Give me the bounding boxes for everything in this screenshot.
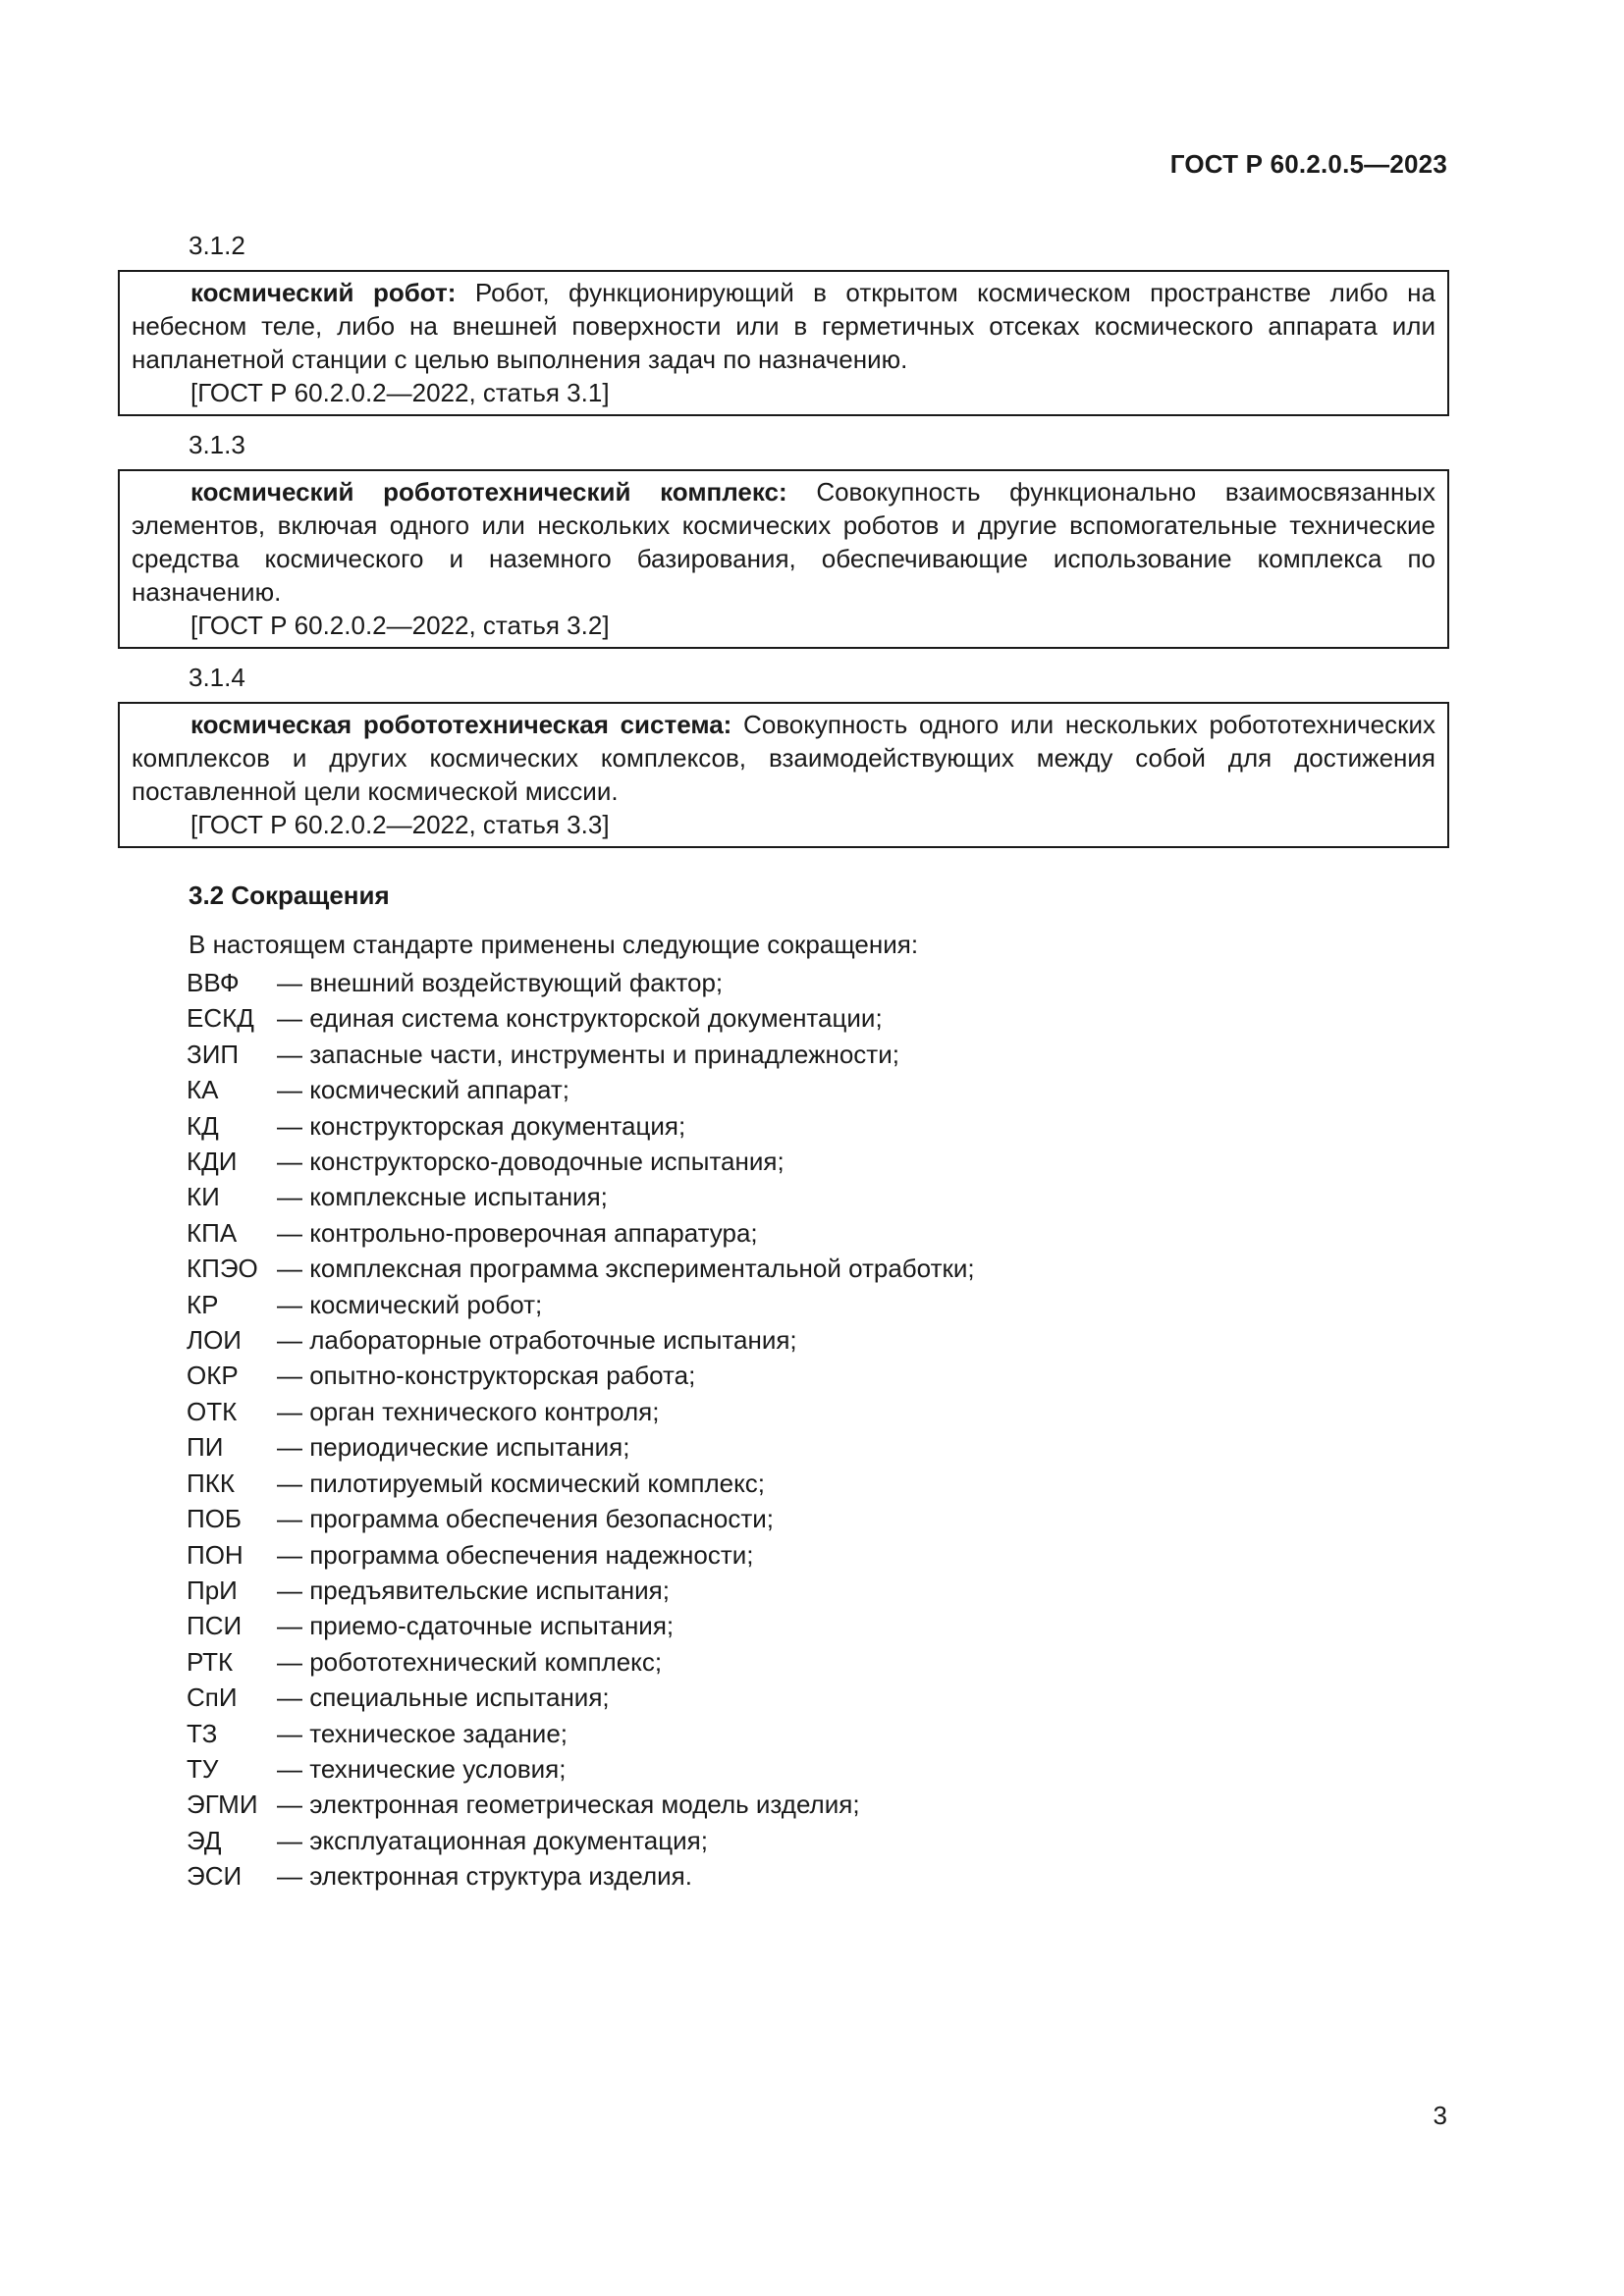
abbreviation-meaning: — программа обеспечения безопасности; — [277, 1504, 775, 1534]
abbreviation-meaning: — периодические испытания; — [277, 1432, 630, 1463]
abbreviation-meaning: — программа обеспечения надежности; — [277, 1539, 754, 1570]
abbreviation-meaning: — техническое задание; — [277, 1718, 568, 1748]
abbreviation-code: ЭД — [187, 1825, 222, 1855]
abbreviation-meaning: — комплексная программа экспериментальной отработки; — [277, 1254, 975, 1284]
abbreviation-row — [187, 1787, 975, 1822]
term-definition-text: Робот, функционирующий в открытом космическом пространстве либо на небесном теле, либо на внешней поверхности или в герметичных отсеках космического аппарата или напланетной станции с целью выполнения задач по назначению. — [132, 278, 1435, 374]
abbreviation-row — [187, 1251, 975, 1286]
abbreviation-row — [187, 1000, 975, 1036]
section-heading: 3.2 Сокращения — [189, 881, 390, 910]
abbreviation-code: КПЭО — [187, 1254, 258, 1284]
abbreviation-row — [187, 1287, 975, 1322]
abbreviation-code: КДИ — [187, 1147, 238, 1177]
abbreviations-intro: В настоящем стандарте применены следующие сокращения: — [189, 930, 919, 959]
abbreviation-code: ЛОИ — [187, 1325, 242, 1356]
abbreviation-code: ЭСИ — [187, 1861, 243, 1892]
term-definition — [132, 475, 1435, 609]
abbreviation-meaning: — космический робот; — [277, 1289, 543, 1319]
abbreviation-code: ПрИ — [187, 1575, 238, 1605]
abbreviation-code: КА — [187, 1075, 219, 1105]
term-source: [ГОСТ Р 60.2.0.2—2022, статья 3.2] — [190, 611, 610, 640]
term-source: [ГОСТ Р 60.2.0.2—2022, статья 3.1] — [190, 378, 610, 407]
term-title: космический робот: — [190, 278, 457, 307]
abbreviation-code: ПИ — [187, 1432, 224, 1463]
abbreviation-meaning: — предъявительские испытания; — [277, 1575, 670, 1605]
abbreviation-meaning: — орган технического контроля; — [277, 1396, 660, 1426]
abbreviation-code: ОТК — [187, 1396, 238, 1426]
term-source: [ГОСТ Р 60.2.0.2—2022, статья 3.3] — [190, 810, 610, 839]
abbreviation-code: РТК — [187, 1646, 234, 1677]
abbreviation-meaning: — единая система конструкторской документации; — [277, 1003, 883, 1034]
abbreviation-meaning: — конструкторско-доводочные испытания; — [277, 1147, 785, 1177]
abbreviation-meaning: — электронная структура изделия. — [277, 1861, 692, 1892]
abbreviation-meaning: — запасные части, инструменты и принадлежности; — [277, 1039, 899, 1069]
abbreviation-row — [187, 1179, 975, 1214]
abbreviation-code: КПА — [187, 1217, 238, 1248]
term-title: космическая робототехническая система: — [190, 710, 732, 739]
abbreviation-meaning: — специальные испытания; — [277, 1682, 610, 1713]
abbreviations-list — [187, 965, 975, 1895]
abbreviation-code: КИ — [187, 1182, 220, 1212]
abbreviation-row — [187, 1716, 975, 1751]
abbreviation-meaning: — конструкторская документация; — [277, 1110, 686, 1141]
term-definition — [132, 276, 1435, 376]
abbreviation-meaning: — лабораторные отработочные испытания; — [277, 1325, 797, 1356]
abbreviation-row — [187, 1144, 975, 1179]
abbreviation-row — [187, 1858, 975, 1894]
abbreviation-row — [187, 1823, 975, 1858]
abbreviation-code: ПОБ — [187, 1504, 242, 1534]
term-definition-text: Совокупность одного или нескольких робототехнических комплексов и других космических комплексов, взаимодействующих между собой для достижения поставленной цели космической миссии. — [132, 710, 1435, 806]
term-entry-3-1-4 — [118, 661, 1449, 848]
abbreviation-meaning: — космический аппарат; — [277, 1075, 569, 1105]
abbreviation-row — [187, 1322, 975, 1358]
abbreviation-row — [187, 1215, 975, 1251]
abbreviation-row — [187, 1751, 975, 1787]
abbreviation-row — [187, 1394, 975, 1429]
term-box — [118, 270, 1449, 416]
abbreviation-meaning: — электронная геометрическая модель изделия; — [277, 1789, 860, 1820]
abbreviation-meaning: — пилотируемый космический комплекс; — [277, 1468, 766, 1498]
abbreviation-meaning: — эксплуатационная документация; — [277, 1825, 708, 1855]
abbreviation-row — [187, 1466, 975, 1501]
abbreviation-row — [187, 1037, 975, 1072]
abbreviation-code: КД — [187, 1110, 219, 1141]
abbreviation-row — [187, 1537, 975, 1573]
term-definition-text: Совокупность функционально взаимосвязанных элементов, включая одного или нескольких космических роботов и другие вспомогательные технические средства космического и наземного базирования, обеспечивающие использование комплекса по назначению. — [132, 477, 1435, 607]
abbreviation-meaning: — опытно-конструкторская работа; — [277, 1361, 696, 1391]
abbreviation-code: ОКР — [187, 1361, 239, 1391]
term-number: 3.1.2 — [189, 231, 245, 260]
term-entry-3-1-2 — [118, 229, 1449, 416]
abbreviation-code: ТУ — [187, 1753, 219, 1784]
abbreviation-row — [187, 1358, 975, 1393]
abbreviation-meaning: — комплексные испытания; — [277, 1182, 608, 1212]
abbreviation-row — [187, 1573, 975, 1608]
abbreviation-code: СпИ — [187, 1682, 238, 1713]
abbreviation-meaning: — технические условия; — [277, 1753, 567, 1784]
abbreviation-meaning: — внешний воздействующий фактор; — [277, 968, 724, 997]
abbreviation-row — [187, 1644, 975, 1680]
abbreviation-row — [187, 1072, 975, 1107]
abbreviation-meaning: — контрольно-проверочная аппаратура; — [277, 1217, 758, 1248]
term-definition — [132, 708, 1435, 808]
abbreviation-row — [187, 1429, 975, 1465]
abbreviation-row — [187, 965, 975, 1000]
abbreviation-row — [187, 1680, 975, 1715]
abbreviation-code: КР — [187, 1289, 219, 1319]
term-number: 3.1.4 — [189, 663, 245, 692]
abbreviation-code: ЕСКД — [187, 1003, 254, 1034]
page-number: 3 — [1433, 2101, 1447, 2130]
abbreviation-code: ЗИП — [187, 1039, 240, 1069]
document-code: ГОСТ Р 60.2.0.5—2023 — [1169, 149, 1447, 179]
abbreviation-code: ТЗ — [187, 1718, 218, 1748]
abbreviation-code: ЭГМИ — [187, 1789, 258, 1820]
term-title: космический робототехнический комплекс: — [190, 477, 787, 507]
term-box — [118, 469, 1449, 649]
abbreviation-row — [187, 1608, 975, 1643]
term-number: 3.1.3 — [189, 430, 245, 459]
abbreviation-code: ПСИ — [187, 1611, 243, 1641]
abbreviation-code: ПОН — [187, 1539, 244, 1570]
abbreviation-meaning: — приемо-сдаточные испытания; — [277, 1611, 675, 1641]
abbreviation-row — [187, 1501, 975, 1536]
abbreviation-row — [187, 1108, 975, 1144]
abbreviation-code: ВВФ — [187, 968, 240, 997]
term-box — [118, 702, 1449, 848]
abbreviation-meaning: — робототехнический комплекс; — [277, 1646, 663, 1677]
term-entry-3-1-3 — [118, 428, 1449, 649]
abbreviation-code: ПКК — [187, 1468, 235, 1498]
